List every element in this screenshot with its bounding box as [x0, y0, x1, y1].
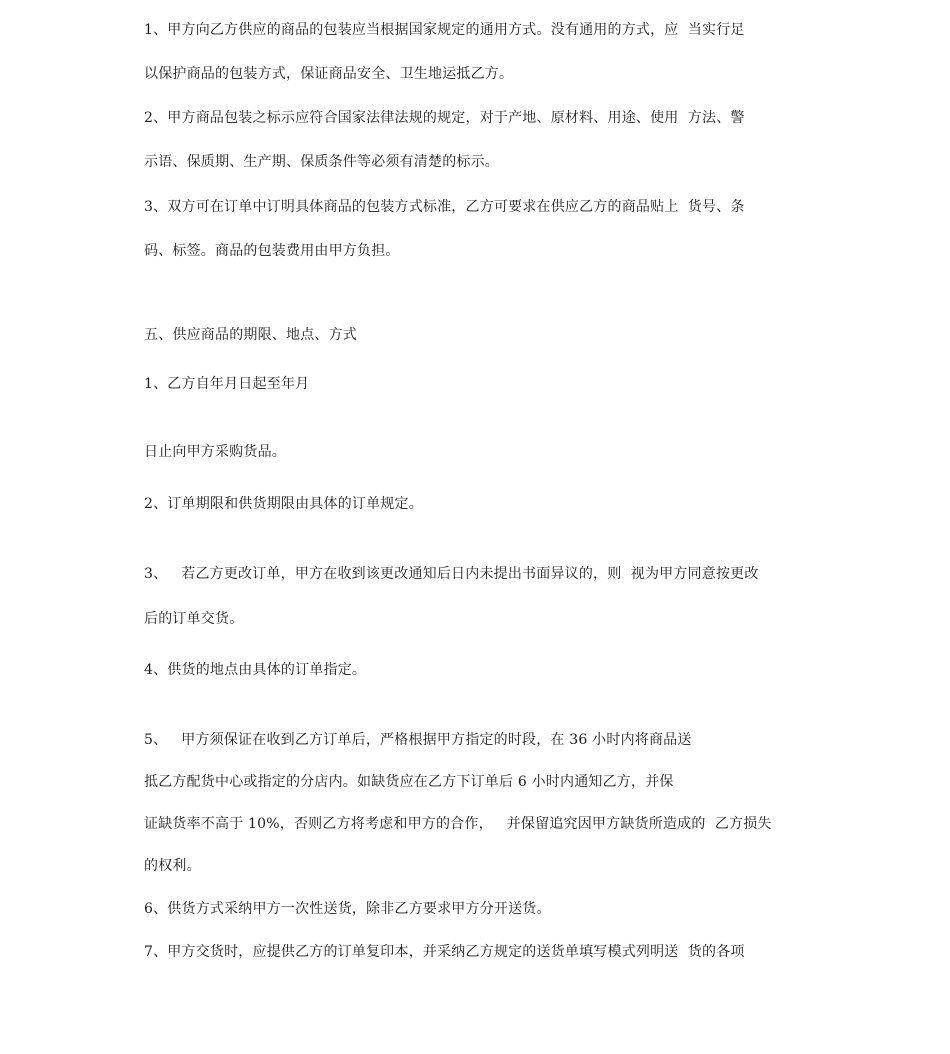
text-line: 7、甲方交货时，应提供乙方的订单复印本，并采纳乙方规定的送货单填写模式列明送 货的各项	[144, 944, 745, 960]
text-line: 抵乙方配货中心或指定的分店内。如缺货应在乙方下订单后 6 小时内通知乙方，并保	[144, 774, 674, 790]
text-line: 1、甲方向乙方供应的商品的包装应当根据国家规定的通用方式。没有通用的方式，应 当实行足	[144, 22, 745, 38]
text-line: 2、甲方商品包装之标示应符合国家法律法规的规定，对于产地、原材料、用途、使用 方法、警	[144, 110, 745, 126]
text-line: 日止向甲方采购货品。	[144, 444, 286, 460]
text-line: 以保护商品的包装方式，保证商品安全、卫生地运抵乙方。	[144, 66, 514, 82]
text-line: 3、双方可在订单中订明具体商品的包装方式标准，乙方可要求在供应乙方的商品贴上 货号、条	[144, 199, 745, 215]
text-line: 5、 甲方须保证在收到乙方订单后，严格根据甲方指定的时段，在 36 小时内将商品送	[144, 732, 692, 748]
text-line: 2、订单期限和供货期限由具体的订单规定。	[144, 496, 423, 512]
text-line: 6、供货方式采纳甲方一次性送货，除非乙方要求甲方分开送货。	[144, 901, 551, 917]
text-line: 后的订单交货。	[144, 611, 244, 627]
section-heading: 五、供应商品的期限、地点、方式	[144, 327, 357, 343]
text-line: 1、乙方自年月日起至年月	[144, 376, 310, 392]
text-line: 示语、保质期、生产期、保质条件等必须有清楚的标示。	[144, 154, 499, 170]
text-line: 3、 若乙方更改订单，甲方在收到该更改通知后日内未提出书面异议的，则 视为甲方同意按更改	[144, 566, 759, 582]
text-line: 的权利。	[144, 858, 201, 874]
text-line: 证缺货率不高于 10%，否则乙方将考虑和甲方的合作， 并保留追究因甲方缺货所造成的 乙方损失	[144, 816, 772, 832]
text-line: 码、标签。商品的包装费用由甲方负担。	[144, 243, 400, 259]
text-line: 4、供货的地点由具体的订单指定。	[144, 662, 367, 678]
